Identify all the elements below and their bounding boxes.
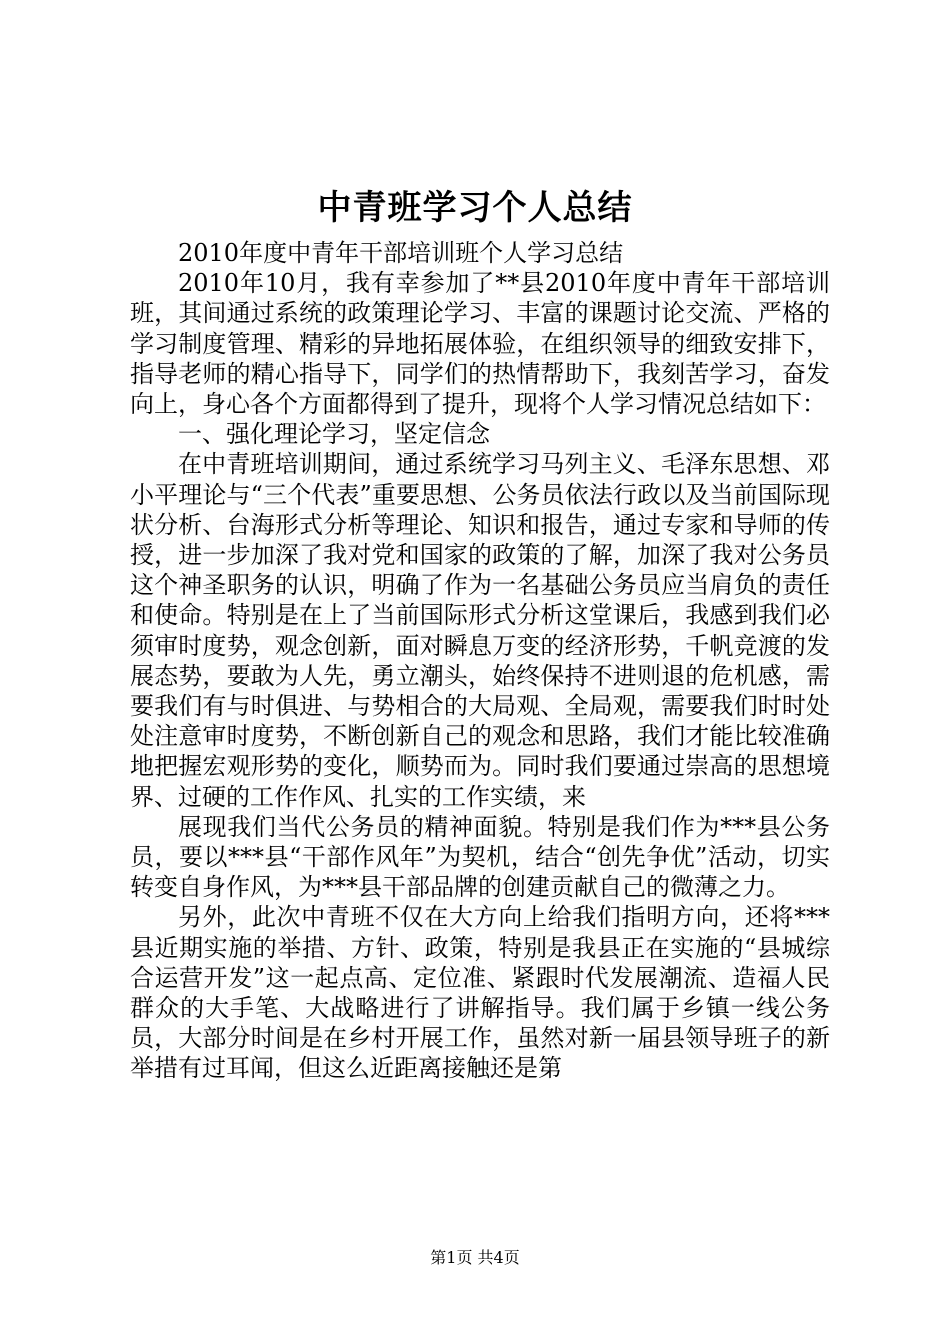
page-number-footer: 第1页 共4页 bbox=[430, 1248, 520, 1267]
document-title: 中青班学习个人总结 bbox=[317, 188, 633, 228]
body-paragraph: 展现我们当代公务员的精神面貌。特别是我们作为***县公务员，要以***县“干部作风年”为契机，结合“创先争优”活动，切实转变自身作风，为***县干部品牌的创建贡献自己的微薄之力。 bbox=[130, 812, 830, 902]
intro-paragraph: 2010年10月，我有幸参加了**县2010年度中青年干部培训班，其间通过系统的政策理论学习、丰富的课题讨论交流、严格的学习制度管理、精彩的异地拓展体验，在组织领导的细致安排下，指导老师的精心指导下，同学们的热情帮助下，我刻苦学习，奋发向上，身心各个方面都得到了提升，现将个人学习情况总结如下： bbox=[130, 269, 830, 419]
body-paragraph: 另外，此次中青班不仅在大方向上给我们指明方向，还将***县近期实施的举措、方针、政策，特别是我县正在实施的“县城综合运营开发”这一起点高、定位准、紧跟时代发展潮流、造福人民群众的大手笔、大战略进行了讲解指导。我们属于乡镇一线公务员，大部分时间是在乡村开展工作，虽然对新一届县领导班子的新举措有过耳闻，但这么近距离接触还是第 bbox=[130, 903, 830, 1083]
document-body bbox=[130, 238, 830, 1084]
body-paragraph: 在中青班培训期间，通过系统学习马列主义、毛泽东思想、邓小平理论与“三个代表”重要思想、公务员依法行政以及当前国际现状分析、台海形式分析等理论、知识和报告，通过专家和导师的传授，进一步加深了我对党和国家的政策的了解，加深了我对公务员这个神圣职务的认识，明确了作为一名基础公务员应当肩负的责任和使命。特别是在上了当前国际形式分析这堂课后，我感到我们必须审时度势，观念创新，面对瞬息万变的经济形势，千帆竞渡的发展态势，要敢为人先，勇立潮头，始终保持不进则退的危机感，需要我们有与时俱进、与势相合的大局观、全局观，需要我们时时处处注意审时度势，不断创新自己的观念和思路，我们才能比较准确地把握宏观形势的变化，顺势而为。同时我们要通过崇高的思想境界、过硬的工作作风、扎实的工作实绩，来 bbox=[130, 450, 830, 811]
section-heading: 一、强化理论学习，坚定信念 bbox=[178, 420, 490, 449]
subtitle-paragraph: 2010年度中青年干部培训班个人学习总结 bbox=[178, 239, 624, 267]
